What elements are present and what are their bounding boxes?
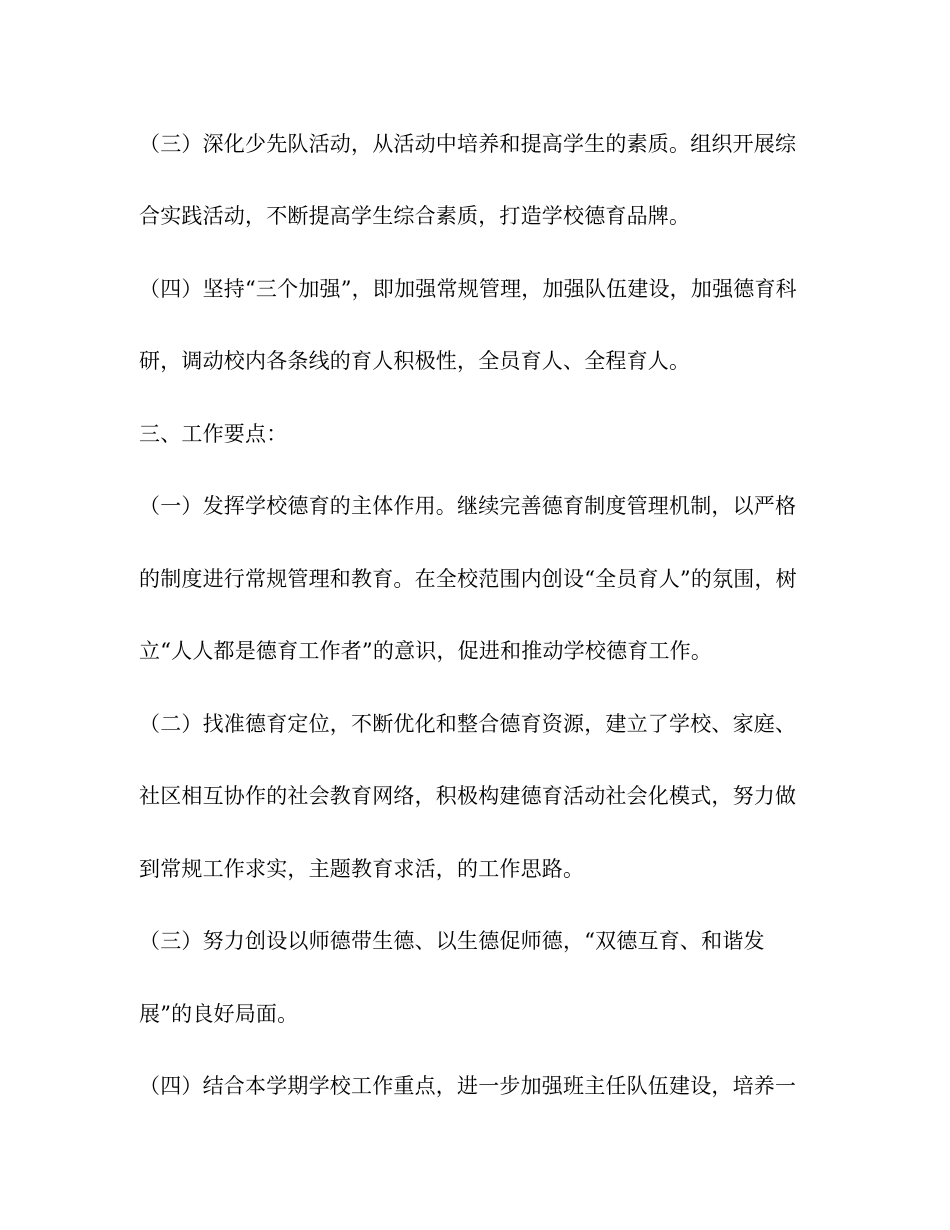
text-line-4: 研，调动校内各条线的育人积极性，全员育人、全程育人。 (139, 349, 691, 373)
section-heading-3: 三、工作要点： (139, 422, 288, 446)
text-line-2: 合实践活动，不断提高学生综合素质，打造学校德育品牌。 (139, 204, 691, 228)
text-line-11: 到常规工作求实，主题教育求活，的工作思路。 (139, 857, 585, 881)
text-line-14: （四）结合本学期学校工作重点，进一步加强班主任队伍建设，培养一 (139, 1074, 797, 1098)
text-line-6: （一）发挥学校德育的主体作用。继续完善德育制度管理机制，以严格 (139, 494, 797, 518)
text-line-3: （四）坚持“三个加强”，即加强常规管理，加强队伍建设，加强德育科 (139, 277, 797, 301)
text-line-13: 展”的良好局面。 (139, 1002, 299, 1026)
text-line-8: 立“人人都是德育工作者”的意识，促进和推动学校德育工作。 (139, 639, 713, 663)
text-line-9: （二）找准德育定位，不断优化和整合德育资源，建立了学校、家庭、 (139, 712, 797, 736)
text-line-1: （三）深化少先队活动，从活动中培养和提高学生的素质。组织开展综 (139, 132, 797, 156)
text-line-7: 的制度进行常规管理和教育。在全校范围内创设“全员育人”的氛围，树 (139, 567, 797, 591)
text-line-12: （三）努力创设以师德带生德、以生德促师德，“双德互育、和谐发 (139, 929, 765, 953)
text-line-10: 社区相互协作的社会教育网络，积极构建德育活动社会化模式，努力做 (139, 784, 797, 808)
